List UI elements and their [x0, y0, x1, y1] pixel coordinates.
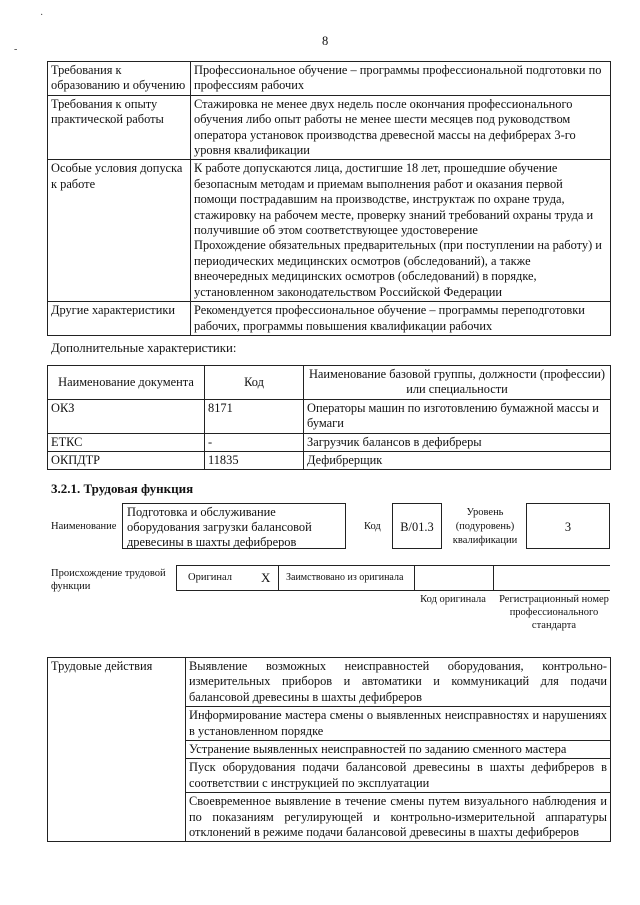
- action-item: Выявление возможных неисправностей оборудования, контрольно-измерительных приборов и автоматики и коммуникаций для подачи балансовой древесины в шахты дефибреров: [186, 658, 611, 707]
- table-cell: ОКПДТР: [48, 452, 205, 470]
- header-cell: Наименование базовой группы, должности (профессии) или специальности: [304, 366, 611, 400]
- row-value: Стажировка не менее двух недель после окончания профессионального обучения либо опыт работы не менее шести месяцев под руководством оператора установок производства древесной массы на дефибрерах 3-го уровня квалификации: [191, 95, 611, 160]
- table-cell: Дефибрерщик: [304, 452, 611, 470]
- level-label: Уровень (подуровень) квалификации: [452, 507, 518, 546]
- name-label: Наименование: [51, 521, 117, 532]
- table-cell: -: [205, 433, 304, 451]
- borrowed-label: Заимствовано из оригинала: [286, 572, 404, 583]
- table-cell: ЕТКС: [48, 433, 205, 451]
- code-original-label: Код оригинала: [420, 594, 486, 605]
- table-row: [48, 658, 611, 707]
- origin-label: Происхождение трудовой функции: [51, 568, 166, 592]
- action-item: Устранение выявленных неисправностей по заданию сменного мастера: [186, 741, 611, 759]
- table-row: [48, 302, 611, 336]
- page-mark: ·: [40, 10, 44, 21]
- requirements-table: [47, 61, 611, 336]
- action-item: Своевременное выявление в течение смены путем визуального наблюдения и по показаниям регулирующей и контрольно-измерительной аппаратуры отклонений в режиме подачи балансовой древесины в шахты дефибреров: [186, 793, 611, 842]
- row-label: Другие характеристики: [48, 302, 191, 336]
- table-header-row: [48, 366, 611, 400]
- code-label: Код: [364, 521, 381, 532]
- actions-table: [47, 657, 611, 842]
- original-label: Оригинал: [188, 572, 232, 583]
- reg-box: [494, 565, 610, 591]
- level-value: 3: [526, 503, 610, 549]
- divider: [414, 565, 415, 591]
- divider: [278, 565, 279, 591]
- value-paragraph: Прохождение обязательных предварительных (при поступлении на работу) и периодических медицинских осмотров (обследований), а также внеочередных медицинских осмотров (обследований) в порядке, установленном законодательством Российской Федерации: [194, 238, 602, 299]
- table-row: [48, 452, 611, 470]
- reg-number-label: Регистрационный номер профессионального стандарта: [499, 594, 609, 631]
- function-code: B/01.3: [392, 503, 442, 549]
- function-name: Подготовка и обслуживание оборудования загрузки балансовой древесины в шахты дефибреров: [122, 503, 346, 549]
- header-cell: Наименование документа: [48, 366, 205, 400]
- margin-mark: -: [14, 44, 18, 55]
- section-title: 3.2.1. Трудовая функция: [51, 481, 194, 496]
- page-number: 8: [322, 34, 329, 48]
- additional-table: [47, 365, 611, 470]
- table-cell: 8171: [205, 399, 304, 433]
- original-mark: X: [261, 570, 271, 585]
- row-value: [191, 160, 611, 302]
- header-cell: Код: [205, 366, 304, 400]
- table-row: [48, 95, 611, 160]
- value-paragraph: К работе допускаются лица, достигшие 18 лет, прошедшие обучение безопасным методам и приемам выполнения работ и оказания первой помощи пострадавшим на производстве, инструктаж по охране труда, стажировку на рабочем месте, проверку знаний требований охраны труда и получившие об этом соответствующее удостоверение: [194, 161, 594, 238]
- table-row: [48, 433, 611, 451]
- action-item: Информирование мастера смены о выявленных неисправностях и нарушениях в установленном порядке: [186, 707, 611, 741]
- additional-title: Дополнительные характеристики:: [51, 341, 237, 355]
- table-row: [48, 399, 611, 433]
- row-label: Требования к образованию и обучению: [48, 62, 191, 96]
- table-row: [48, 160, 611, 302]
- table-row: [48, 62, 611, 96]
- table-cell: Загрузчик балансов в дефибреры: [304, 433, 611, 451]
- row-label: Особые условия допуска к работе: [48, 160, 191, 302]
- row-value: Профессиональное обучение – программы профессиональной подготовки по профессиям рабочих: [191, 62, 611, 96]
- table-cell: 11835: [205, 452, 304, 470]
- actions-label: Трудовые действия: [48, 658, 186, 842]
- row-value: Рекомендуется профессиональное обучение – программы переподготовки рабочих, программы повышения квалификации рабочих: [191, 302, 611, 336]
- table-cell: ОКЗ: [48, 399, 205, 433]
- table-cell: Операторы машин по изготовлению бумажной массы и бумаги: [304, 399, 611, 433]
- row-label: Требования к опыту практической работы: [48, 95, 191, 160]
- action-item: Пуск оборудования подачи балансовой древесины в шахты дефибреров в соответствии с инструкцией по эксплуатации: [186, 759, 611, 793]
